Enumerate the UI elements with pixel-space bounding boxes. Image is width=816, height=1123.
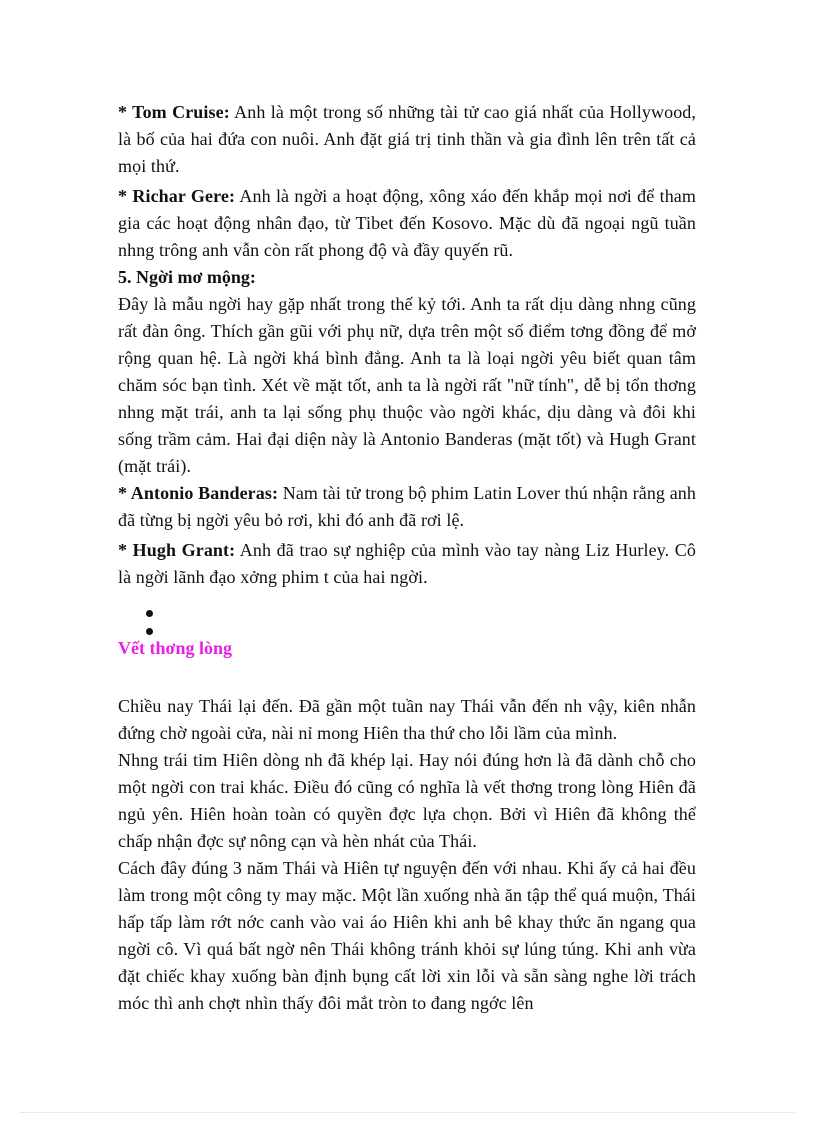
profile-name: * Hugh Grant: [118,540,236,560]
profile-hugh-grant [118,537,696,591]
profile-text: Anh đã trao sự nghiệp của mình vào tay nàng Liz Hurley. Cô là ngời lãnh đạo xởng phim t của hai ngời. [118,540,696,587]
profile-name: * Tom Cruise: [118,102,230,122]
section-body: Đây là mẫu ngời hay gặp nhất trong thế kỷ tới. Anh ta rất dịu dàng nhng cũng rất đàn ông. Thích gần gũi với phụ nữ, dựa trên một số điểm tơng đồng để mở rộng quan hệ. Là ngời khá bình đẳng. Anh ta là loại ngời yêu biết quan tâm chăm sóc bạn tình. Xét về mặt tốt, anh ta là ngời rất "nữ tính", dễ bị tổn thơng nhng mặt trái, anh ta lại sống phụ thuộc vào ngời khác, dịu dàng và đôi khi sống trầm cảm. Hai đại diện này là Antonio Banderas (mặt tốt) và Hugh Grant (mặt trái). [118,294,696,476]
profile-name: * Antonio Banderas: [118,483,279,503]
profile-text: Anh là một trong số những tài tử cao giá nhất của Hollywood, là bố của hai đứa con nuôi. Anh đặt giá trị tinh thần và gia đình lên trên tất cả mọi thứ. [118,102,696,176]
story-paragraph: Nhng trái tim Hiên dòng nh đã khép lại. Hay nói đúng hơn là đã dành chỗ cho một ngời con trai khác. Điều đó cũng có nghĩa là vết thơng trong lòng Hiên đã ngủ yên. Hiên hoàn toàn có quyền đợc lựa chọn. Bởi vì Hiên đã không thể chấp nhận đợc sự nông cạn và hèn nhát của Thái. [118,750,696,851]
story-paragraph: Chiều nay Thái lại đến. Đã gần một tuần nay Thái vẫn đến nh vậy, kiên nhẫn đứng chờ ngoài cửa, nài nỉ mong Hiên tha thứ cho lỗi lầm của mình. [118,696,696,743]
profile-text: Anh là ngời a hoạt động, xông xáo đến khắp mọi nơi để tham gia các hoạt động nhân đạo, từ Tibet đến Kosovo. Mặc dù đã ngoại ngũ tuần nhng trông anh vẫn còn rất phong độ và đầy quyến rũ. [118,186,696,260]
bullet-icon [146,628,153,635]
profile-richar-gere [118,183,696,264]
section-heading: 5. Ngời mơ mộng: [118,267,256,287]
story-title: Vết thơng lòng [118,638,232,658]
profile-text: Nam tài tử trong bộ phim Latin Lover thú nhận rằng anh đã từng bị ngời yêu bỏ rơi, khi đó anh đã rơi lệ. [118,483,696,530]
profile-tom-cruise [118,99,696,180]
list-item [118,623,696,641]
bullet-icon [146,610,153,617]
profile-antonio-banderas [118,480,696,534]
story-paragraph: Cách đây đúng 3 năm Thái và Hiên tự nguyện đến với nhau. Khi ấy cả hai đều làm trong một công ty may mặc. Một lần xuống nhà ăn tập thể quá muộn, Thái hấp tấp làm rớt nớc canh vào vai áo Hiên khi anh bê khay thức ăn ngang qua ngời cô. Vì quá bất ngờ nên Thái không tránh khỏi sự lúng túng. Khi anh vừa đặt chiếc khay xuống bàn định bụng cất lời xin lỗi và sẵn sàng nghe lời trách móc thì anh chợt nhìn thấy đôi mắt tròn to đang ngớc lên [118,858,696,1013]
spacer [118,662,696,693]
page-bottom-divider [20,1112,796,1113]
document-page [118,99,696,1017]
profile-name: * Richar Gere: [118,186,236,206]
list-item [118,605,696,623]
empty-bullet-list [118,605,696,641]
